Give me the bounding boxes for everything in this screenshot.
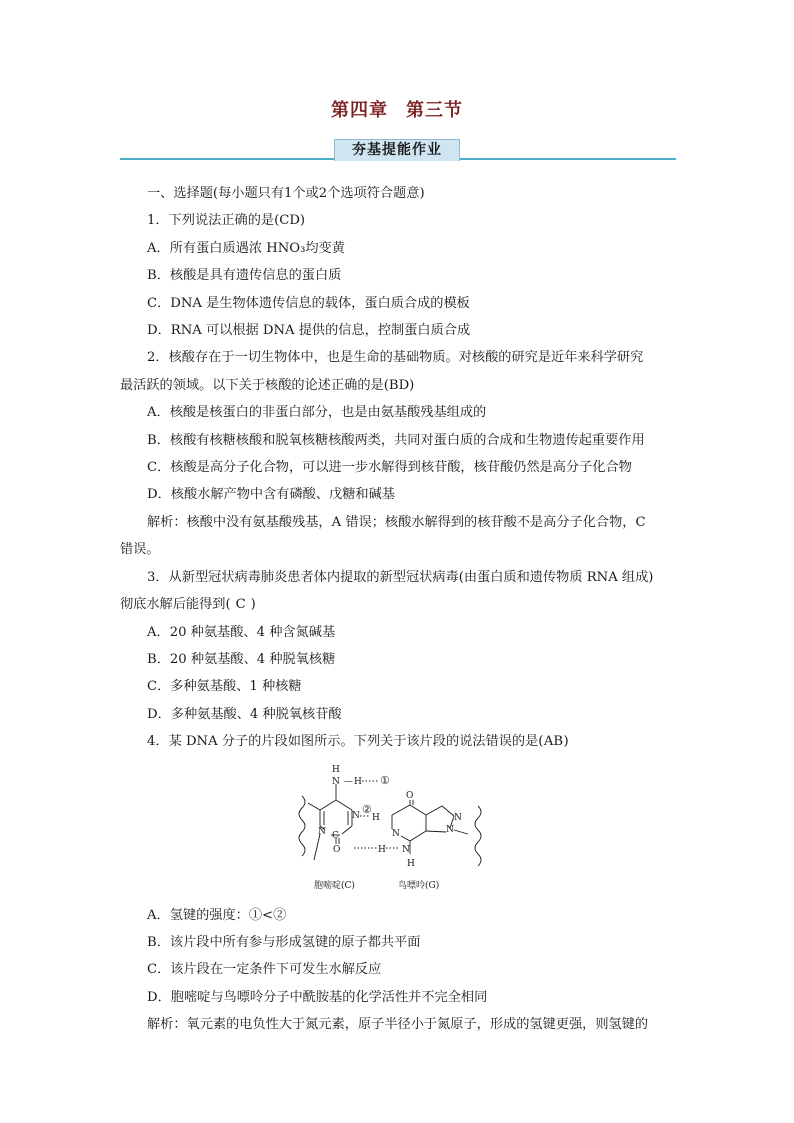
section-label: 第三节 bbox=[406, 100, 463, 121]
atom-o-cytosine: O bbox=[333, 844, 341, 855]
q4-analysis-line1: 解析：氧元素的电负性大于氮元素，原子半径小于氮原子，形成的氢键更强，则氢键的 bbox=[147, 1017, 649, 1033]
page-title bbox=[0, 96, 794, 122]
document-body bbox=[120, 180, 676, 1039]
q2-analysis-line1: 解析：核酸中没有氨基酸残基，A 错误；核酸水解得到的核苷酸不是高分子化合物，C bbox=[147, 514, 646, 530]
svg-text:—: — bbox=[344, 776, 353, 787]
atom-o-guanine: O bbox=[406, 790, 414, 801]
q2-stem-line1: 2．核酸存在于一切生物体中，也是生命的基础物质。对核酸的研究是近年来科学研究 bbox=[147, 350, 644, 366]
atom-h-guanine-n1: H bbox=[372, 812, 380, 823]
q4-option-c: C．该片段在一定条件下可发生水解反应 bbox=[147, 962, 382, 978]
q1-option-a: A．所有蛋白质遇浓 HNO₃均变黄 bbox=[147, 240, 345, 256]
atom-c-carbonyl: C bbox=[332, 830, 339, 841]
atom-n-imidazole: N bbox=[446, 824, 454, 835]
section-heading: 一、选择题(每小题只有1个或2个选项符合题意) bbox=[147, 186, 425, 201]
q3-stem-line2: 彻底水解后能得到( C ) bbox=[120, 591, 676, 618]
dna-fragment-figure bbox=[120, 760, 676, 896]
q2-option-b: B．核酸有核糖核酸和脱氧核糖核酸两类，共同对蛋白质的合成和生物遗传起重要作用 bbox=[147, 432, 645, 448]
q1-option-c: C．DNA 是生物体遗传信息的载体，蛋白质合成的模板 bbox=[147, 295, 470, 311]
q1-stem: 1．下列说法正确的是(CD) bbox=[120, 207, 676, 234]
chapter-label: 第四章 bbox=[331, 100, 388, 121]
q1-answer: CD bbox=[279, 213, 300, 229]
q2-stem-line2: 最活跃的领域。以下关于核酸的论述正确的是(BD) bbox=[120, 372, 676, 399]
atom-n-guanine-n1: N bbox=[392, 828, 400, 839]
homework-banner: 夯基提能作业 bbox=[334, 139, 460, 161]
q3-option-b: B．20 种氨基酸、4 种脱氧核糖 bbox=[147, 651, 336, 667]
hydrogen-bond-1-marker: ① bbox=[380, 773, 390, 787]
cytosine-label: 胞嘧啶(C) bbox=[314, 880, 355, 891]
atom-n-imidazole-top: N bbox=[454, 812, 462, 823]
atom-n-ring: N bbox=[352, 810, 360, 821]
q4-stem: 4．某 DNA 分子的片段如图所示。下列关于该片段的说法错误的是(AB) bbox=[120, 728, 676, 755]
atom-n-cytosine-n1: N bbox=[318, 826, 326, 837]
q1-option-b: B．核酸是具有遗传信息的蛋白质 bbox=[147, 268, 342, 284]
q1-option-d: D．RNA 可以根据 DNA 提供的信息，控制蛋白质合成 bbox=[147, 323, 471, 339]
q4-option-b: B．该片段中所有参与形成氢键的原子都共平面 bbox=[147, 934, 421, 950]
atom-h-guanine-bottom: H bbox=[407, 858, 415, 869]
hydrogen-bond-2-marker: ② bbox=[362, 802, 372, 816]
q4-option-a: A．氢键的强度：①<② bbox=[147, 907, 287, 923]
q2-option-a: A．核酸是核蛋白的非蛋白部分，也是由氨基酸残基组成的 bbox=[147, 405, 487, 421]
guanine-label: 鸟嘌呤(G) bbox=[398, 880, 440, 891]
atom-n-guanine-amine: N bbox=[402, 844, 410, 855]
q3-option-a: A．20 种氨基酸、4 种含氮碱基 bbox=[147, 624, 336, 640]
q3-option-d: D．多种氨基酸、4 种脱氧核苷酸 bbox=[147, 706, 342, 722]
atom-h-amine: H bbox=[354, 776, 362, 787]
q3-answer: C bbox=[235, 597, 246, 613]
q3-stem-line1: 3．从新型冠状病毒肺炎患者体内提取的新型冠状病毒(由蛋白质和遗传物质 RNA 组成) bbox=[147, 569, 654, 585]
q3-option-c: C．多种氨基酸、1 种核糖 bbox=[147, 679, 302, 695]
q4-option-d: D．胞嘧啶与鸟嘌呤分子中酰胺基的化学活性并不完全相同 bbox=[147, 989, 488, 1005]
q2-option-c: C．核酸是高分子化合物，可以进一步水解得到核苷酸，核苷酸仍然是高分子化合物 bbox=[147, 460, 632, 476]
q2-answer: BD bbox=[388, 377, 410, 393]
q2-option-d: D．核酸水解产物中含有磷酸、戊糖和碱基 bbox=[147, 487, 395, 503]
atom-n-amine: N bbox=[332, 776, 340, 787]
atom-h-guanine-amine: H bbox=[378, 844, 386, 855]
atom-h-top: H bbox=[332, 764, 340, 775]
cytosine-guanine-structure bbox=[292, 760, 502, 894]
q4-answer: AB bbox=[543, 734, 564, 750]
q2-analysis-line2: 错误。 bbox=[120, 542, 160, 558]
